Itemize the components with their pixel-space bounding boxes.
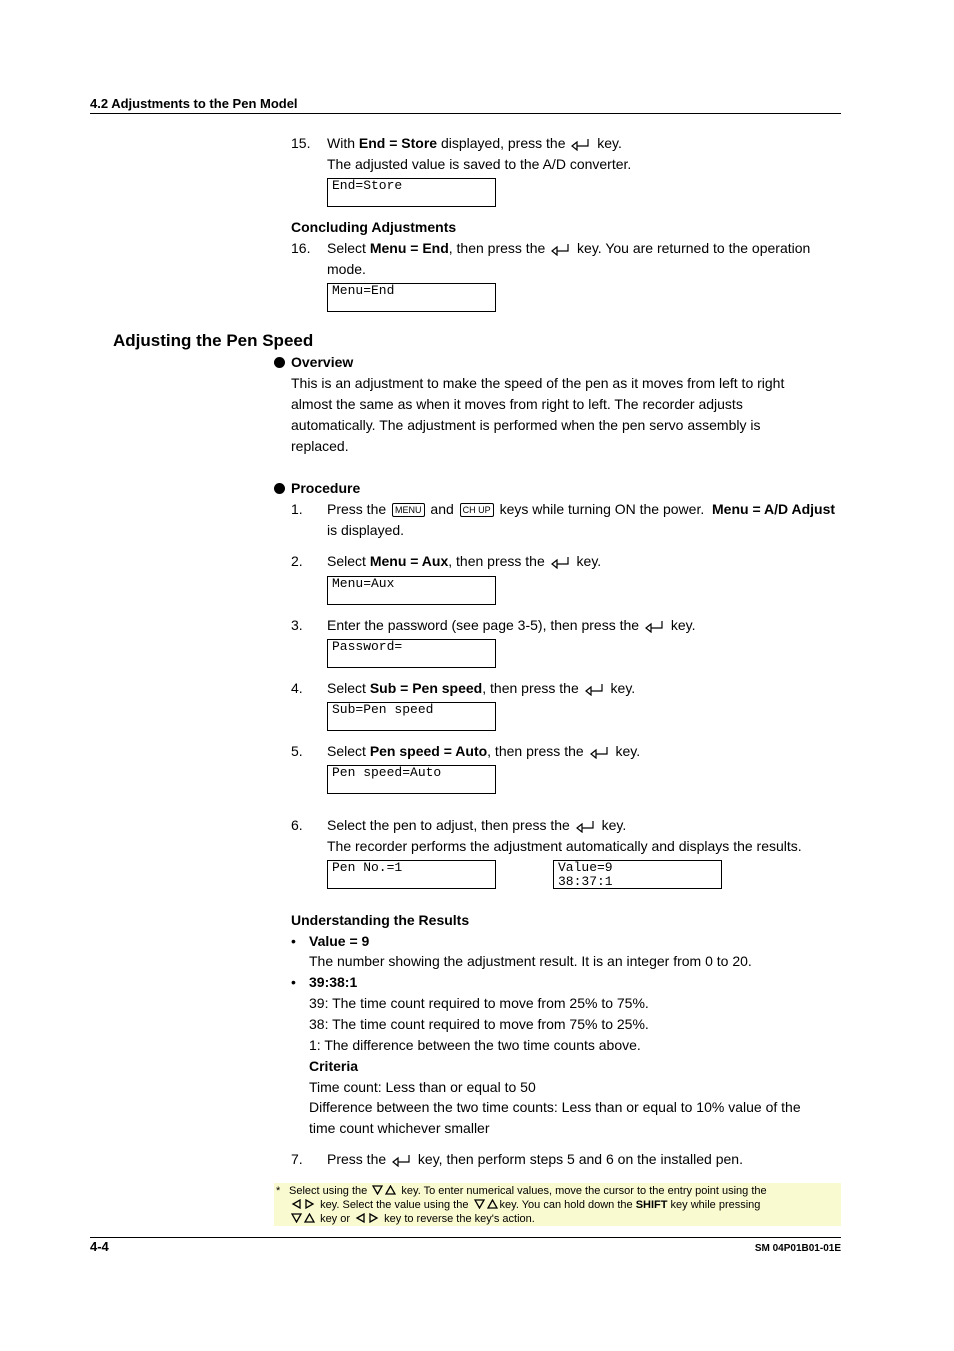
lcd-display-sub-pen-speed: Sub=Pen speed (327, 702, 496, 731)
enter-key-icon (585, 682, 605, 696)
step-1-text: Press the MENU and CH UP keys while turning ON the power. Menu = A/D Adjust (327, 501, 836, 517)
result-count-line: 39: The time count required to move from 25% to 75%. (309, 995, 649, 1011)
results-heading: Understanding the Results (291, 912, 470, 928)
bullet-icon (274, 357, 285, 368)
enter-key-icon (576, 819, 596, 833)
menu-key-icon: MENU (392, 503, 425, 517)
criteria-heading: Criteria (309, 1058, 359, 1074)
step-number: 1. (291, 501, 303, 517)
document-number: SM 04P01B01-01E (754, 1243, 841, 1254)
bullet-dot-icon: • (291, 974, 296, 990)
step-number: 3. (291, 617, 303, 633)
header-rule (90, 113, 841, 114)
lcd-display-pen-no: Pen No.=1 (327, 860, 496, 889)
down-up-arrow-icon (474, 1199, 498, 1209)
overview-line: This is an adjustment to make the speed of the pen as it moves from left to right (291, 375, 785, 391)
lcd-display-end-store: End=Store (327, 178, 496, 207)
procedure-heading: Procedure (291, 480, 361, 496)
step-number: 4. (291, 680, 303, 696)
criteria-line: Difference between the two time counts: Less than or equal to 10% value of the (309, 1099, 801, 1115)
result-count-line: 1: The difference between the two time counts above. (309, 1037, 641, 1053)
step-7-text: Press the key, then perform steps 5 and 6 on the installed pen. (327, 1151, 743, 1167)
step-3-text: Enter the password (see page 3-5), then press the key. (327, 617, 696, 633)
step-number: 7. (291, 1151, 303, 1167)
note-line-2: key. Select the value using the key. You can hold down the SHIFT key while pressing (289, 1198, 760, 1212)
enter-key-icon (590, 745, 610, 759)
step-6-detail: The recorder performs the adjustment automatically and displays the results. (327, 838, 802, 854)
enter-key-icon (392, 1153, 412, 1167)
down-up-arrow-icon (291, 1213, 315, 1223)
result-value-title: Value = 9 (309, 933, 370, 949)
lcd-display-password: Password= (327, 639, 496, 668)
footer-rule (90, 1237, 841, 1238)
overview-heading: Overview (291, 354, 354, 370)
enter-key-icon (571, 137, 591, 151)
note-box (274, 1183, 841, 1226)
lcd-display-menu-aux: Menu=Aux (327, 576, 496, 605)
result-count-line: 38: The time count required to move from 75% to 25%. (309, 1016, 649, 1032)
note-line-3: key or key to reverse the key's action. (289, 1212, 535, 1226)
left-right-arrow-icon (355, 1213, 379, 1223)
overview-line: almost the same as when it moves from right to left. The recorder adjusts (291, 396, 743, 412)
ch-up-key-icon: CH UP (460, 503, 494, 517)
step-number: 15. (291, 135, 311, 151)
overview-line: replaced. (291, 438, 349, 454)
result-value-text: The number showing the adjustment result. It is an integer from 0 to 20. (309, 953, 752, 969)
step-number: 6. (291, 817, 303, 833)
result-count-title: 39:38:1 (309, 974, 358, 990)
concluding-heading: Concluding Adjustments (291, 219, 457, 235)
step-number: 16. (291, 240, 311, 256)
lcd-display-menu-end: Menu=End (327, 283, 496, 312)
overview-line: automatically. The adjustment is performed when the pen servo assembly is (291, 417, 761, 433)
section-header: 4.2 Adjustments to the Pen Model (90, 96, 298, 111)
bullet-dot-icon: • (291, 933, 296, 949)
page-number: 4-4 (90, 1239, 109, 1254)
step-number: 2. (291, 553, 303, 569)
step-4-text: Select Sub = Pen speed, then press the key. (327, 680, 636, 696)
down-up-arrow-icon (372, 1185, 396, 1195)
step-5-text: Select Pen speed = Auto, then press the key. (327, 743, 641, 759)
note-star: * (276, 1185, 281, 1197)
step-number: 5. (291, 743, 303, 759)
enter-key-icon (645, 619, 665, 633)
lcd-display-pen-speed-auto: Pen speed=Auto (327, 765, 496, 794)
section-title: Adjusting the Pen Speed (113, 331, 314, 350)
lcd-display-value: Value=9 38:37:1 (553, 860, 722, 889)
step-16-detail: mode. (327, 261, 366, 277)
step-15-text: With End = Store displayed, press the key. (327, 135, 622, 151)
step-1-detail: is displayed. (327, 522, 405, 538)
step-15-detail: The adjusted value is saved to the A/D converter. (327, 156, 632, 172)
left-right-arrow-icon (291, 1199, 315, 1209)
enter-key-icon (551, 555, 571, 569)
step-6-text: Select the pen to adjust, then press the key. (327, 817, 627, 833)
bullet-icon (274, 483, 285, 494)
criteria-line: time count whichever smaller (309, 1120, 490, 1136)
criteria-line: Time count: Less than or equal to 50 (309, 1079, 536, 1095)
step-16-text: Select Menu = End, then press the key. You are returned to the operation (327, 240, 811, 256)
enter-key-icon (551, 242, 571, 256)
note-line-1: Select using the key. To enter numerical values, move the cursor to the entry point using the (289, 1185, 767, 1197)
step-2-text: Select Menu = Aux, then press the key. (327, 553, 602, 569)
